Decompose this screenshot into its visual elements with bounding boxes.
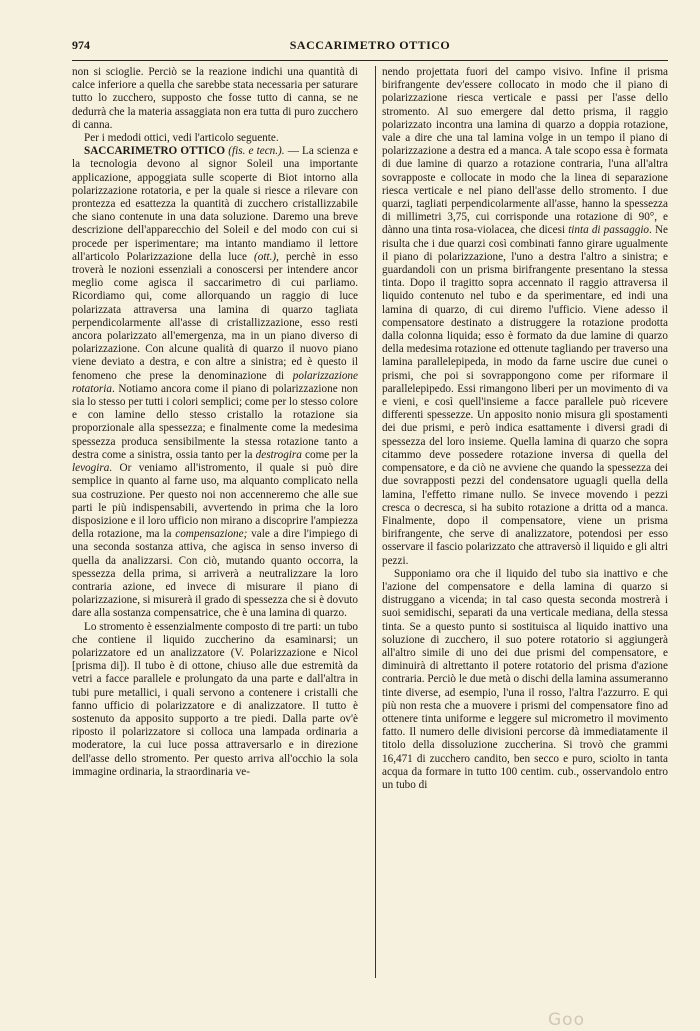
entry-term: SACCARIMETRO OTTICO — [84, 145, 226, 158]
text-run: . Ne risulta che i due quarzi così combinati fanno girare ugualmente il piano di polarizzazione, l'uno a destra l'altro a sinistra; e guardandoli con un prisma birifrangente presentano la stessa tinta. Dopo il tragitto sopra accennato il raggio attraversa il liquido contenuto nel tubo e da sperimentare, ed indi una lamina di quarzo, di cui diremo l'ufficio. Viene adesso il compensatore destinato a distruggere la rotazione prodotta dalla colonna liquida; esso è formato da due lamine di quarzo della medesima rotazione ed ottenute tagliando per traverso una lamina parallelepipeda, in modo da farne uscire due cunei o prismi, che poi si sovrappongono come per riformare il parallelepipedo. Essi rimangono liberi per un movimento di va e vieni, e così quell'insieme a facce parallele può ricevere differenti spessezze. Un apposito nonio misura gli spostamenti dei due prismi, e però indica esattamente i diversi gradi di spessezza del loro insieme. Quella lamina di quarzo che sopra citammo deve possedere rotazione inversa di quella del compensatore, e da ciò ne avviene che quando la spessezza dei due sovrapposti pezzi del condensatore uguagli quella della lamina, l'effetto rimane nullo. Se invece movendo i pezzi cresca o decresca, si ha subito rotazione a dritta od a manca. Finalmente, dopo il compensatore, viene un prisma birifrangente, che serve di analizzatore, potendosi per esso osservare il fascio polarizzato che attraversò il liquido e gli altri pezzi. — [382, 224, 668, 567]
paragraph: non si scioglie. Perciò se la reazione indichi una quantità di calce inferiore a quella che sarebbe stata necessaria per saturare tutto lo zucchero, supposto che fosse tutto di canna, se ne dedurrà che la materia assaggiata non era tutta di puro zucchero di canna. — [72, 66, 358, 131]
text-run: vale a dire l'impiego di una seconda sostanza attiva, che agisca in senso inverso di quella da analizzarsi. Con ciò, mutando quanto occorra, la spessezza della prima, si arriverà a neutralizzare la loro contraria azione, ed invece di misurare il piano di polarizzazione, si misurerà il grado di spessezza che si è dovuto dare alla sostanza compensatrice, che è una lamina di quarzo. — [72, 528, 358, 620]
text-run-italic: compensazione; — [175, 528, 248, 541]
header-rule — [72, 60, 668, 61]
text-run-italic: destrogira — [255, 448, 302, 461]
left-column — [72, 66, 358, 986]
text-run-italic: levogira — [72, 462, 110, 475]
paragraph: Per i medodi ottici, vedi l'articolo seguente. — [84, 132, 279, 145]
paragraph — [382, 66, 668, 568]
paragraph: Supponiamo ora che il liquido del tubo sia inattivo e che l'azione del compensatore e della lamina di quarzo si distruggano a vicenda; in tal caso questa seconda mostrerà i suoi semidischi, separati da una verticale mediana, della stessa tinta. Se a questo punto si sostituisca al liquido inattivo una soluzione di zucchero, il suo potere rotatorio si aggiungerà all'altro simile di uno dei due prismi del compensatore, e diminuirà di altrettanto il potere rotatorio del prisma d'azione contraria. Perciò le due metà o dischi della lamina assumeranno tinte diverse, ad esempio, l'una il rosso, l'altra l'azzurro. E qui più non resta che a muovere i prismi del compensatore fino ad ottenere tinta uniforme e leggere sul micrometro il movimento fatto. Il numero delle divisioni percorse dà immediatamente il titolo della dissoluzione zuccherina. Si trovò che grammi 16,471 di zucchero candito, ben secco e puro, sciolto in tanta acqua da formare in tutto 100 centim. cub., osservandolo entro un tubo di — [382, 567, 668, 791]
text-run: come per la — [301, 448, 358, 461]
entry-category: (fis. e tecn.). — [228, 145, 285, 158]
running-title: SACCARIMETRO OTTICO — [289, 38, 451, 52]
scan-watermark: Goo — [548, 1010, 585, 1030]
entry-saccarimetro-ottico — [72, 145, 358, 620]
page-header — [72, 38, 668, 58]
paragraph: Lo stromento è essenzialmente composto di tre parti: un tubo che contiene il liquido zuccherino da esaminarsi; un polarizzatore ed un analizzatore (V. Polarizzazione e Nicol [prisma di]). Il tubo è di ottone, chiuso alle due estremità da vetri a facce parallele e prolungato da una parte e dall'altra in tubi pure metallici, i quali servono a contenere i cristalli che fanno ufficio di polarizzatore e di analizzatore. Il tutto è sostenuto da apposito supporto a tre piedi. Dalla parte ov'è riposto il polarizzatore si colloca una lampada ordinaria a moderatore, la cui luce possa attraversarlo e in direzione dell'asse dello stromento. Per questo arriva all'occhio la sola immagine ordinaria, la straordinaria ve- — [72, 620, 358, 778]
text-run-italic: polarizzazione rotatoria — [72, 369, 358, 395]
text-run-italic: (ott.) — [254, 250, 277, 263]
text-run: — La scienza e la tecnologia devono al signor Soleil una importante applicazione, appoggiata sulle scoperte di Biot intorno alla polarizzazione rotatoria, e per la quale si riesce a rilevare con prontezza ed esattezza la quantità di zucchero cristallizzabile che siano contenute in una data soluzione. Daremo una breve descrizione dell'apparecchio del Soleil e del modo con cui si procede per isperimentare; ma intanto mandiamo il lettore all'articolo Polarizzazione della luce — [72, 145, 358, 263]
page-number: 974 — [72, 38, 90, 52]
right-column — [382, 66, 668, 986]
text-run-italic: tinta di passaggio — [568, 224, 650, 237]
column-divider — [375, 66, 376, 978]
text-run: nendo projettata fuori del campo visivo. Infine il prisma birifrangente dev'essere collocato in modo che il piano di polarizzazione riesca verticale e passi per l'asse dello stromento. Al suo emergere dal detto prisma, il raggio polarizzato incontra una lamina di quarzo a doppia rotazione, vale a dire che una tal lamina volge in un tempo il piano di polarizzazione a destra ed a manca. A tale scopo essa è formata di due lamine di quarzo a rotazione contraria, l'una all'altra sovrapposte e collocate in modo che la linea di separazione riesca verticale e nel piano dell'asse dello stromento. I due quarzi, tagliati perpendicolarmente all'asse, hanno la spessezza di millimetri 3,75, cui corrisponde una rotazione di 90°, e dànno una tinta rosa-violacea, che dicesi — [382, 66, 668, 237]
text-run: , perchè in esso troverà le nozioni essenziali a conoscersi per intendere ancor meglio come agisca il saccarimetro di cui parliamo. Ricordiamo qui, come allorquando un raggio di luce polarizzata attraversa una lamina di quarzo tagliata perpendicolarmente all'asse di cristallizzazione, esso resti ancora polarizzato all'emergenza, ma in un piano diverso di polarizzazione. Con alcune qualità di quarzo il nuovo piano viene deviato a destra, e con altre a sinistra; ed è questo il fenomeno che prese la denominazione di — [72, 250, 358, 382]
text-run: . Or veniamo all'istromento, il quale si può dire semplice in quanto al farne uso, ma alquanto complicato nella sua costruzione. Per questo noi non accenneremo che alle sue parti le più indispensabili, avvertendo in prima che la loro disposizione e il loro ufficio non mirano a discoprire l'ampiezza della rotazione, ma la — [72, 462, 358, 541]
text-run: . Notiamo ancora come il piano di polarizzazione non sia lo stesso per tutti i colori semplici; come per lo stesso colore e con lamine dello stesso cristallo la rotazione sia proporzionale alla spessezza; e finalmente come la medesima spessezza produca sensibilmente la stessa rotazione tanto a destra come a sinistra, ossia tanto per la — [72, 382, 358, 461]
